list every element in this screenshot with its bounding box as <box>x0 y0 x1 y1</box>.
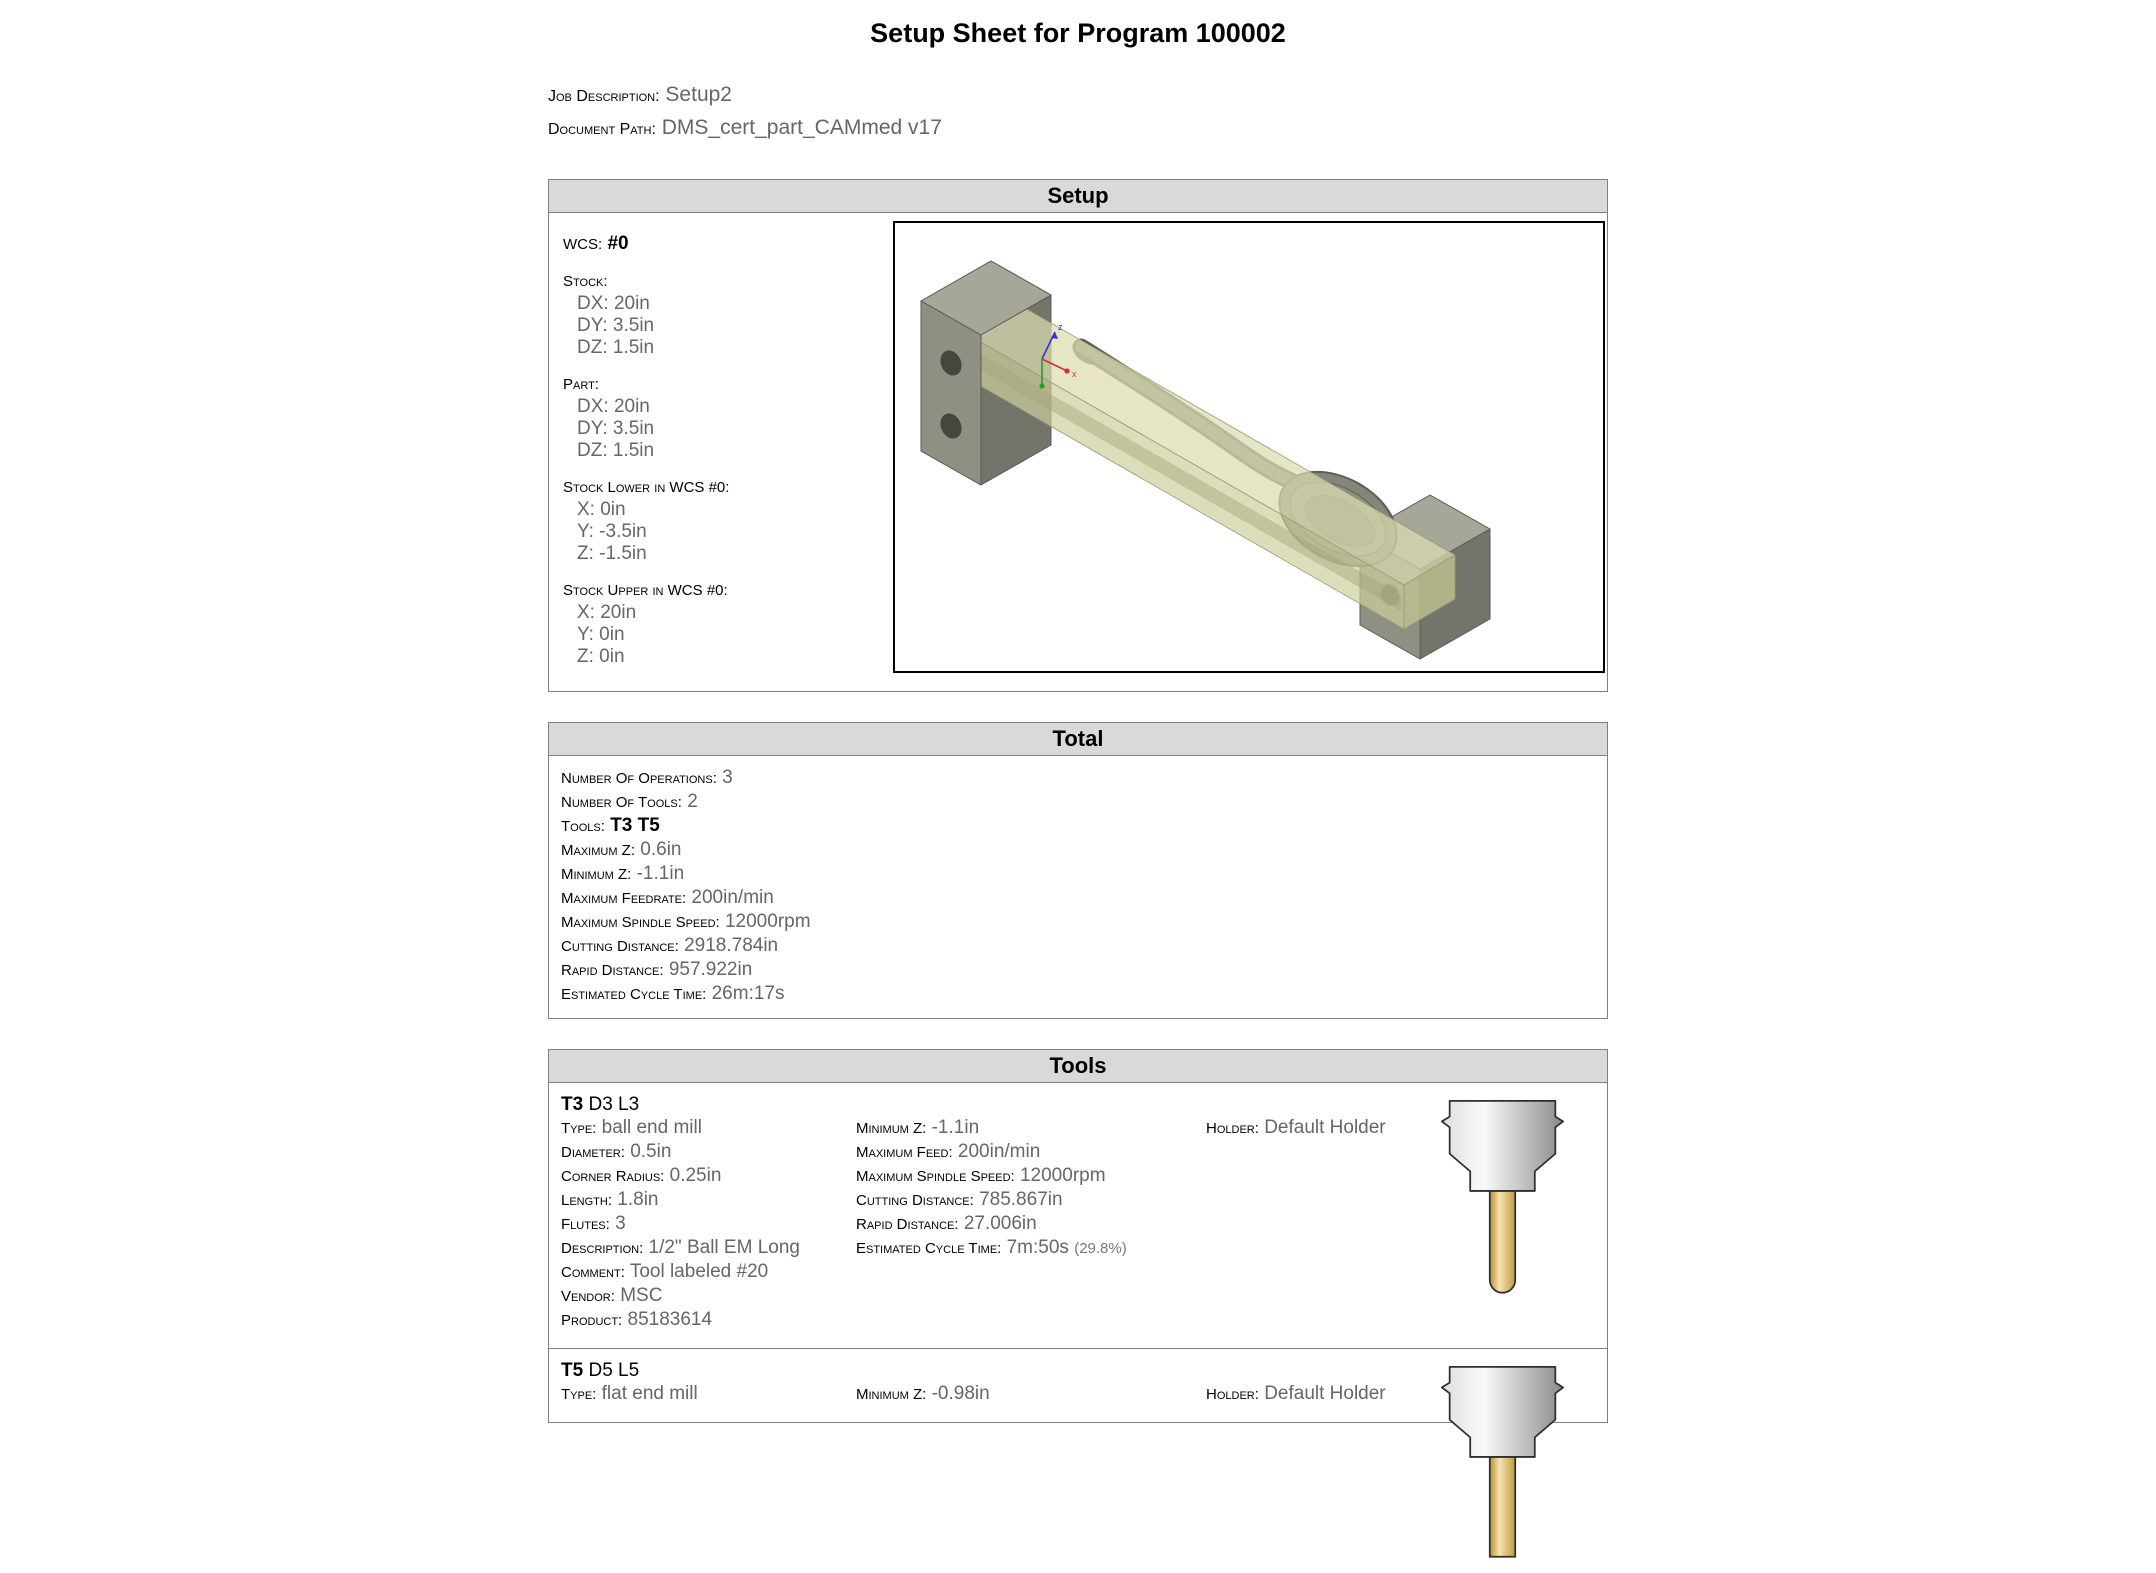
tool-row-t3 <box>549 1083 1607 1349</box>
stock-lower-group <box>563 477 893 565</box>
tool-t3-title: T3 D3 L3 <box>561 1094 640 1115</box>
job-description-value: Setup2 <box>665 83 732 106</box>
tool-spec-line: Description: 1/2" Ball EM Long <box>561 1237 800 1258</box>
part-dy: DY: 3.5in <box>577 418 655 439</box>
tool-spec-line: Type: ball end mill <box>561 1117 702 1138</box>
part-dz: DZ: 1.5in <box>577 440 655 461</box>
stock-lower-x: X: 0in <box>577 499 626 520</box>
part-group <box>563 374 893 462</box>
stock-dx: DX: 20in <box>577 293 650 314</box>
setup-section-header: Setup <box>549 180 1607 213</box>
stock-lower-z: Z: -1.5in <box>577 543 647 564</box>
total-section <box>548 722 1608 1019</box>
flat-end-mill-tool-image <box>1434 1363 1571 1573</box>
total-row-min-z: Minimum Z: -1.1in <box>561 863 685 884</box>
ball-end-mill-shaft-shape <box>1490 1191 1515 1293</box>
stock-dy: DY: 3.5in <box>577 315 655 336</box>
setup-model-image-frame <box>893 221 1605 673</box>
tool-holder-shape <box>1442 1367 1563 1457</box>
tool-row-t5 <box>549 1349 1607 1422</box>
total-row-operations: Number Of Operations: 3 <box>561 767 733 788</box>
tool-holder-shape <box>1442 1101 1563 1191</box>
total-row-cycle-time: Estimated Cycle Time: 26m:17s <box>561 983 785 1004</box>
total-row-max-feedrate: Maximum Feedrate: 200in/min <box>561 887 774 908</box>
tool-spec-line: Maximum Spindle Speed: 12000rpm <box>856 1165 1106 1186</box>
tools-section <box>548 1049 1608 1423</box>
tool-spec-line: Product: 85183614 <box>561 1309 713 1330</box>
part-dx: DX: 20in <box>577 396 650 417</box>
tool-t3-stats-column <box>856 1116 1206 1260</box>
setup-model-image <box>895 223 1603 671</box>
tool-spec-line: Length: 1.8in <box>561 1189 659 1210</box>
stock-lower-label: Stock Lower in WCS #0: <box>563 479 730 496</box>
tool-spec-line: Rapid Distance: 27.006in <box>856 1213 1037 1234</box>
total-row-tools-count: Number Of Tools: 2 <box>561 791 698 812</box>
tool-spec-line: Estimated Cycle Time: 7m:50s (29.8%) <box>856 1237 1127 1258</box>
document-path-line <box>548 112 1608 145</box>
stock-upper-x: X: 20in <box>577 602 637 623</box>
wcs-label: WCS: <box>563 236 603 253</box>
stock-upper-group <box>563 580 893 668</box>
tool-t5-title: T5 D5 L5 <box>561 1360 640 1381</box>
setup-section <box>548 179 1608 692</box>
job-description-line <box>548 79 1608 112</box>
tool-spec-line: Comment: Tool labeled #20 <box>561 1261 769 1282</box>
tools-section-header: Tools <box>549 1050 1607 1083</box>
cycle-time-percent: (29.8%) <box>1074 1240 1127 1257</box>
svg-text:z: z <box>1058 322 1063 332</box>
tool-spec-line: Minimum Z: -1.1in <box>856 1117 980 1138</box>
document-path-value: DMS_cert_part_CAMmed v17 <box>661 116 942 139</box>
svg-text:x: x <box>1072 369 1077 379</box>
total-row-max-z: Maximum Z: 0.6in <box>561 839 682 860</box>
stock-lower-y: Y: -3.5in <box>577 521 647 542</box>
total-row-tools-list: Tools: T3 T5 <box>561 815 660 836</box>
stock-upper-z: Z: 0in <box>577 646 625 667</box>
wcs-line <box>563 233 893 255</box>
stock-group <box>563 271 893 359</box>
stock-group-label: Stock: <box>563 273 608 290</box>
total-row-cutting-distance: Cutting Distance: 2918.784in <box>561 935 779 956</box>
document-path-label: Document Path: <box>548 121 656 138</box>
setup-body <box>549 213 1607 691</box>
page-title: Setup Sheet for Program 100002 <box>870 18 1286 48</box>
tool-spec-line: Cutting Distance: 785.867in <box>856 1189 1063 1210</box>
tool-t5-geometry-column <box>561 1382 856 1406</box>
tool-spec-line: Flutes: 3 <box>561 1213 626 1234</box>
flat-end-mill-shaft-shape <box>1490 1457 1515 1557</box>
holder-line: Holder: Default Holder <box>1206 1117 1386 1138</box>
total-body <box>549 756 1607 1018</box>
holder-line: Holder: Default Holder <box>1206 1383 1386 1404</box>
stock-upper-label: Stock Upper in WCS #0: <box>563 582 728 599</box>
document-column <box>548 18 1608 1423</box>
tool-t5-stats-column <box>856 1382 1206 1406</box>
tool-spec-line: Corner Radius: 0.25in <box>561 1165 722 1186</box>
tool-spec-line: Maximum Feed: 200in/min <box>856 1141 1041 1162</box>
total-section-header: Total <box>549 723 1607 756</box>
ball-end-mill-tool-image <box>1434 1097 1571 1307</box>
tool-t3-geometry-column <box>561 1116 856 1332</box>
job-description-label: Job Description: <box>548 88 660 105</box>
tool-spec-line: Diameter: 0.5in <box>561 1141 672 1162</box>
total-row-max-spindle: Maximum Spindle Speed: 12000rpm <box>561 911 811 932</box>
part-group-label: Part: <box>563 376 599 393</box>
tool-spec-line: Minimum Z: -0.98in <box>856 1383 990 1404</box>
meta-block <box>548 79 1608 145</box>
tool-spec-line: Type: flat end mill <box>561 1383 698 1404</box>
tool-spec-line: Vendor: MSC <box>561 1285 663 1306</box>
setup-parameters <box>563 221 893 683</box>
stock-dz: DZ: 1.5in <box>577 337 655 358</box>
stock-upper-y: Y: 0in <box>577 624 625 645</box>
total-row-rapid-distance: Rapid Distance: 957.922in <box>561 959 753 980</box>
wcs-value: #0 <box>607 233 629 254</box>
